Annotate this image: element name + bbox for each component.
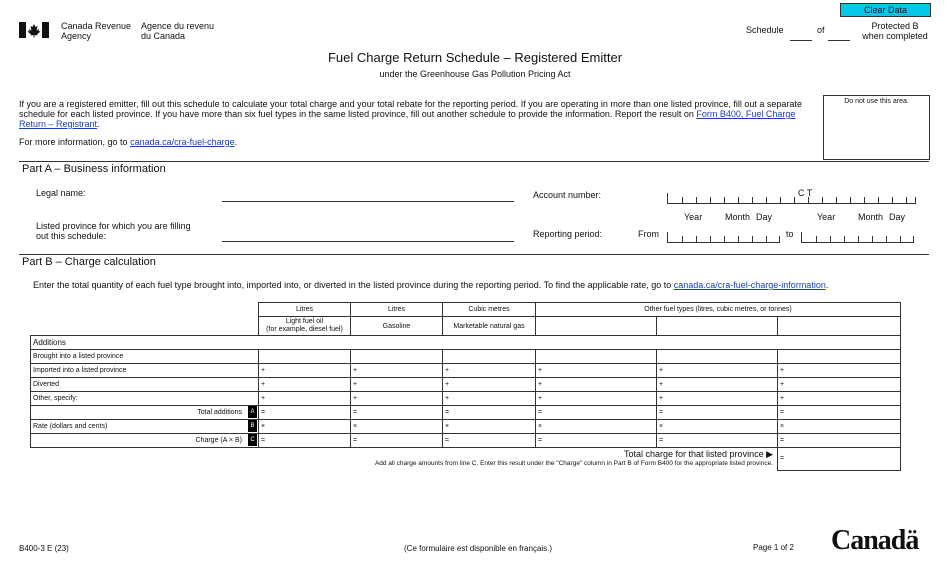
total-charge-input[interactable]: = bbox=[778, 448, 901, 471]
form-code: B400-3 E (23) bbox=[19, 544, 69, 553]
rate-label: Rate (dollars and cents) B bbox=[31, 420, 259, 434]
unit-cubic-metres: Cubic metres bbox=[443, 303, 536, 317]
total-charge-label: Total charge for that listed province ▶ Add all charge amounts from line C. Enter this result under the "Charge" column in Part B of Form B400 for the appropriate listed province. bbox=[374, 449, 773, 467]
cell-input[interactable]: + bbox=[778, 378, 901, 392]
cell-input[interactable]: + bbox=[351, 378, 443, 392]
cell-input[interactable]: = bbox=[778, 406, 901, 420]
cell-input[interactable]: + bbox=[778, 364, 901, 378]
line-c-badge: C bbox=[248, 434, 257, 446]
cell-input[interactable]: + bbox=[536, 364, 657, 378]
part-a-heading: Part A – Business information bbox=[22, 163, 166, 175]
of-label: of bbox=[817, 25, 825, 35]
cell-input[interactable] bbox=[259, 350, 351, 364]
charge-table bbox=[30, 302, 901, 471]
account-prefix: C T bbox=[798, 188, 813, 198]
schedule-label: Schedule bbox=[746, 25, 784, 35]
protected-label: Protected B when completed bbox=[862, 21, 928, 41]
cell-input[interactable]: × bbox=[536, 420, 657, 434]
total-additions-label: Total additions A bbox=[31, 406, 259, 420]
part-b-divider bbox=[19, 254, 929, 255]
fuel-type-row bbox=[31, 317, 901, 336]
province-label: Listed province for which you are filling out this schedule: bbox=[36, 221, 191, 241]
canada-flag-icon bbox=[19, 22, 49, 38]
charge-label: Charge (A × B) C bbox=[31, 434, 259, 448]
cell-input[interactable]: + bbox=[443, 378, 536, 392]
cell-input[interactable] bbox=[657, 350, 778, 364]
cell-input[interactable]: = bbox=[259, 434, 351, 448]
fuel-gasoline: Gasoline bbox=[351, 317, 443, 336]
table-row bbox=[31, 392, 901, 406]
cell-input[interactable]: + bbox=[351, 364, 443, 378]
additions-row bbox=[31, 336, 901, 350]
schedule-number-field[interactable] bbox=[790, 28, 812, 41]
cell-input[interactable]: + bbox=[657, 378, 778, 392]
cell-input[interactable]: = bbox=[443, 434, 536, 448]
page-title: Fuel Charge Return Schedule – Registered Emitter bbox=[327, 50, 623, 65]
legal-name-label: Legal name: bbox=[36, 188, 86, 198]
line-a-badge: A bbox=[248, 406, 257, 418]
total-charge-row bbox=[31, 448, 901, 471]
row-label: Other, specify: bbox=[31, 392, 259, 406]
cell-input[interactable]: + bbox=[259, 378, 351, 392]
total-additions-row bbox=[31, 406, 901, 420]
rate-info-link[interactable]: canada.ca/cra-fuel-charge-information bbox=[673, 280, 826, 290]
cell-input[interactable] bbox=[536, 350, 657, 364]
cell-input[interactable]: = bbox=[778, 434, 901, 448]
table-row bbox=[31, 364, 901, 378]
from-month-label: Month bbox=[725, 212, 751, 222]
reporting-period-label: Reporting period: bbox=[533, 229, 603, 239]
part-b-heading: Part B – Charge calculation bbox=[22, 256, 156, 268]
to-year-label: Year bbox=[817, 212, 836, 222]
cell-input[interactable]: × bbox=[443, 420, 536, 434]
charge-row bbox=[31, 434, 901, 448]
part-b-instruction: Enter the total quantity of each fuel type brought into, imported into, or diverted in the listed province during the reporting period. To find the applicable rate, go to canada.ca/cra-fuel-charge-information. bbox=[33, 280, 829, 290]
from-day-label: Day bbox=[756, 212, 773, 222]
province-input[interactable] bbox=[222, 228, 514, 242]
intro-text: If you are a registered emitter, fill out this schedule to calculate your total charge and your total rebate for the reporting period. If you are operating in more than one listed province, fill out a separate schedule for each listed province. If you have more than six fuel types in the same listed province, fill out another schedule to provide the information. Report the result on Form B400, Fuel Charge Return – Registrant. bbox=[19, 99, 802, 129]
cell-input[interactable]: = bbox=[657, 406, 778, 420]
fuel-other-1[interactable] bbox=[536, 317, 657, 336]
fuel-other-3[interactable] bbox=[778, 317, 901, 336]
row-label: Imported into a listed province bbox=[31, 364, 259, 378]
fuel-other-2[interactable] bbox=[657, 317, 778, 336]
more-info-text: For more information, go to canada.ca/cra-fuel-charge. bbox=[19, 137, 238, 147]
table-row bbox=[31, 350, 901, 364]
agency-name-en: Canada Revenue Agency bbox=[61, 21, 132, 41]
from-year-label: Year bbox=[684, 212, 703, 222]
cell-input[interactable]: × bbox=[778, 420, 901, 434]
cell-input[interactable]: + bbox=[443, 392, 536, 406]
from-label: From bbox=[638, 229, 659, 239]
period-to-input[interactable] bbox=[801, 232, 914, 243]
cell-input[interactable]: + bbox=[259, 364, 351, 378]
page-subtitle: under the Greenhouse Gas Pollution Pricing Act bbox=[379, 69, 571, 79]
rate-row bbox=[31, 420, 901, 434]
cell-input[interactable]: = bbox=[536, 434, 657, 448]
unit-litres-1: Litres bbox=[259, 303, 351, 317]
to-label: to bbox=[786, 229, 794, 239]
cell-input[interactable]: + bbox=[443, 364, 536, 378]
form-b400-link[interactable]: Form B400, Fuel Charge Return – Registrant bbox=[19, 109, 796, 129]
cell-input[interactable] bbox=[778, 350, 901, 364]
cell-input[interactable]: + bbox=[259, 392, 351, 406]
additions-label: Additions bbox=[31, 336, 901, 350]
account-number-label: Account number: bbox=[533, 190, 602, 200]
cell-input[interactable]: = bbox=[351, 406, 443, 420]
canada-wordmark: Canadä bbox=[831, 525, 919, 556]
legal-name-input[interactable] bbox=[222, 188, 514, 202]
account-number-input[interactable] bbox=[667, 193, 916, 204]
french-note: (Ce formulaire est disponible en français.) bbox=[404, 544, 553, 553]
cell-input[interactable]: = bbox=[351, 434, 443, 448]
cell-input[interactable]: + bbox=[778, 392, 901, 406]
do-not-use-area bbox=[823, 95, 930, 160]
cell-input[interactable]: + bbox=[536, 392, 657, 406]
fuel-light-oil: Light fuel oil (for example, diesel fuel) bbox=[259, 317, 351, 336]
cell-input[interactable]: × bbox=[351, 420, 443, 434]
cell-input[interactable]: × bbox=[259, 420, 351, 434]
cell-input[interactable] bbox=[443, 350, 536, 364]
cell-input[interactable]: + bbox=[657, 364, 778, 378]
fuel-natural-gas: Marketable natural gas bbox=[443, 317, 536, 336]
page-number: Page 1 of 2 bbox=[753, 543, 794, 552]
to-month-label: Month bbox=[858, 212, 884, 222]
do-not-use-label: Do not use this area. bbox=[844, 98, 909, 105]
period-from-input[interactable] bbox=[667, 232, 780, 243]
cell-input[interactable]: + bbox=[351, 392, 443, 406]
schedule-total-field[interactable] bbox=[828, 28, 850, 41]
agency-name-fr: Agence du revenu du Canada bbox=[141, 21, 215, 41]
part-a-divider bbox=[19, 161, 929, 162]
cell-input[interactable]: + bbox=[657, 392, 778, 406]
cell-input[interactable] bbox=[351, 350, 443, 364]
cell-input[interactable]: = bbox=[657, 434, 778, 448]
cell-input[interactable]: = bbox=[536, 406, 657, 420]
clear-data-button[interactable]: Clear Data bbox=[840, 3, 931, 17]
line-b-badge: B bbox=[248, 420, 257, 432]
cell-input[interactable]: = bbox=[259, 406, 351, 420]
cell-input[interactable]: = bbox=[443, 406, 536, 420]
unit-litres-2: Litres bbox=[351, 303, 443, 317]
row-label: Brought into a listed province bbox=[31, 350, 259, 364]
table-row bbox=[31, 378, 901, 392]
row-label: Diverted bbox=[31, 378, 259, 392]
other-fuel-types: Other fuel types (litres, cubic metres, or tonnes) bbox=[536, 303, 901, 317]
fuel-charge-link[interactable]: canada.ca/cra-fuel-charge bbox=[130, 137, 235, 147]
to-day-label: Day bbox=[889, 212, 906, 222]
cell-input[interactable]: × bbox=[657, 420, 778, 434]
units-row bbox=[31, 303, 901, 317]
cell-input[interactable]: + bbox=[536, 378, 657, 392]
